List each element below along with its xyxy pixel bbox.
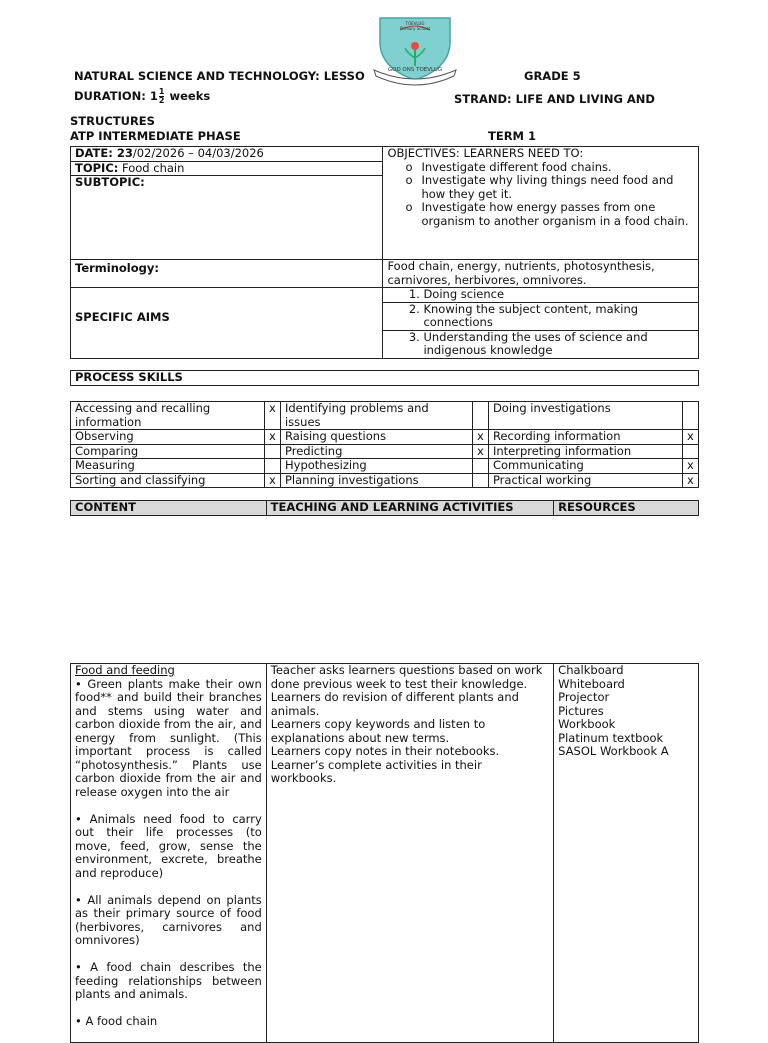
- content-heading: Food and feeding: [75, 663, 175, 677]
- skill-label: Observing: [71, 430, 265, 445]
- skill-label: Communicating: [488, 459, 682, 474]
- skill-mark: x: [472, 444, 488, 459]
- subtopic-cell: SUBTOPIC:: [71, 176, 383, 260]
- term-label: TERM 1: [488, 129, 537, 143]
- terminology-value-cell: Food chain, energy, nutrients, photosynthesis, carnivores, herbivores, omnivores.: [383, 260, 699, 288]
- skill-label: Practical working: [488, 473, 682, 488]
- strand-label: STRAND: LIFE AND LIVING AND: [454, 92, 655, 106]
- skill-mark: x: [264, 402, 280, 430]
- skill-label: Identifying problems and issues: [280, 402, 472, 430]
- aim-item: 2. Knowing the subject content, making connections: [423, 303, 694, 330]
- lesson-info-table: [70, 146, 699, 359]
- skill-mark: [682, 444, 698, 459]
- objectives-title: OBJECTIVES: LEARNERS NEED TO:: [387, 146, 584, 160]
- resource-item: Projector: [558, 690, 610, 704]
- skill-mark: x: [682, 430, 698, 445]
- objective-item: o Investigate how energy passes from one organism to another organism in a food chain.: [421, 201, 694, 228]
- phase-label: ATP INTERMEDIATE PHASE: [70, 129, 241, 143]
- objective-item: o Investigate different food chains.: [421, 161, 694, 175]
- process-skills-title: PROCESS SKILLS: [71, 371, 699, 386]
- duration-fraction: $\frac{1}{2}$: [158, 87, 165, 105]
- skill-label: Hypothesizing: [280, 459, 472, 474]
- lesson-title: NATURAL SCIENCE AND TECHNOLOGY: LESSO: [74, 69, 365, 83]
- objectives-cell: [383, 147, 699, 260]
- activities-column-header: TEACHING AND LEARNING ACTIVITIES: [266, 501, 553, 516]
- resources-cell: [554, 664, 699, 1043]
- skill-mark: [472, 402, 488, 430]
- duration-label: DURATION: 1 $\frac{1}{2}$ weeks: [74, 87, 211, 105]
- content-paragraph: • Green plants make their own food** and build their branches and stems using water and carbon dioxide from the air, and energy from sunlight. (This important process is called “photosynthesis.” Plants use carbon dioxide from the air and release oxygen into the air: [75, 676, 262, 799]
- resource-item: Workbook: [558, 717, 616, 731]
- resource-item: SASOL Workbook A: [558, 744, 669, 758]
- columns-header-table: [70, 500, 699, 516]
- skill-mark: [264, 459, 280, 474]
- skill-mark: [472, 459, 488, 474]
- skill-label: Sorting and classifying: [71, 473, 265, 488]
- skill-mark: [682, 402, 698, 430]
- process-skills-title-table: [70, 370, 699, 386]
- resources-column-header: RESOURCES: [554, 501, 699, 516]
- activities-cell: Teacher asks learners questions based on work done previous week to test their knowledge. Learners do revision of different plants and animals. Learners copy keywords and listen to explanations about new terms. Learners copy notes in their notebooks. Learner’s complete activities in their workbooks.: [266, 664, 553, 1043]
- skill-label: Doing investigations: [488, 402, 682, 430]
- content-paragraph: • Animals need food to carry out their life processes (to move, feed, grow, sense the environment, excrete, breathe and reproduce): [75, 811, 262, 880]
- specific-aims-label-cell: SPECIFIC AIMS: [71, 288, 383, 359]
- content-paragraph: • A food chain describes the feeding relationships between plants and animals.: [75, 960, 262, 1001]
- skill-label: Raising questions: [280, 430, 472, 445]
- date-cell: DATE: 23/02/2026 – 04/03/2026: [71, 147, 383, 162]
- content-column-header: CONTENT: [71, 501, 267, 516]
- process-skills-table: [70, 401, 699, 488]
- skill-label: Measuring: [71, 459, 265, 474]
- skill-label: Predicting: [280, 444, 472, 459]
- terminology-label-cell: Terminology:: [71, 260, 383, 288]
- topic-cell: TOPIC: Food chain: [71, 161, 383, 176]
- aim-cell: [383, 288, 699, 303]
- skill-label: Recording information: [488, 430, 682, 445]
- crest-school-name: TOEVLUG Primary School: [399, 21, 430, 31]
- skill-mark: x: [264, 430, 280, 445]
- aim-item: 1. Doing science: [423, 288, 694, 302]
- objectives-list: [387, 161, 694, 229]
- resource-item: Whiteboard: [558, 676, 625, 691]
- skill-label: Comparing: [71, 444, 265, 459]
- crest-motto: GOD ONS TOEVLUG: [387, 67, 443, 73]
- aim-cell: [383, 330, 699, 358]
- skill-mark: [472, 473, 488, 488]
- grade-label: GRADE 5: [524, 69, 581, 83]
- skill-mark: x: [264, 473, 280, 488]
- skill-mark: x: [682, 473, 698, 488]
- skill-label: Accessing and recalling information: [71, 402, 265, 430]
- skill-mark: x: [682, 459, 698, 474]
- skill-mark: x: [472, 430, 488, 445]
- skill-label: Planning investigations: [280, 473, 472, 488]
- content-paragraph: • A food chain: [75, 1014, 158, 1028]
- content-cell: [71, 664, 267, 1043]
- skill-mark: [264, 444, 280, 459]
- aim-item: 3. Understanding the uses of science and indigenous knowledge: [423, 331, 694, 358]
- skill-label: Interpreting information: [488, 444, 682, 459]
- aim-cell: [383, 302, 699, 330]
- content-paragraph: • All animals depend on plants as their primary source of food (herbivores, carnivores and omnivores): [75, 892, 262, 947]
- strand-continued: STRUCTURES: [70, 114, 155, 128]
- objective-item: o Investigate why living things need food and how they get it.: [421, 174, 694, 201]
- resource-item: Chalkboard: [558, 663, 624, 677]
- resource-item: Platinum textbook: [558, 730, 664, 745]
- resource-item: Pictures: [558, 703, 604, 718]
- content-table: [70, 663, 699, 1043]
